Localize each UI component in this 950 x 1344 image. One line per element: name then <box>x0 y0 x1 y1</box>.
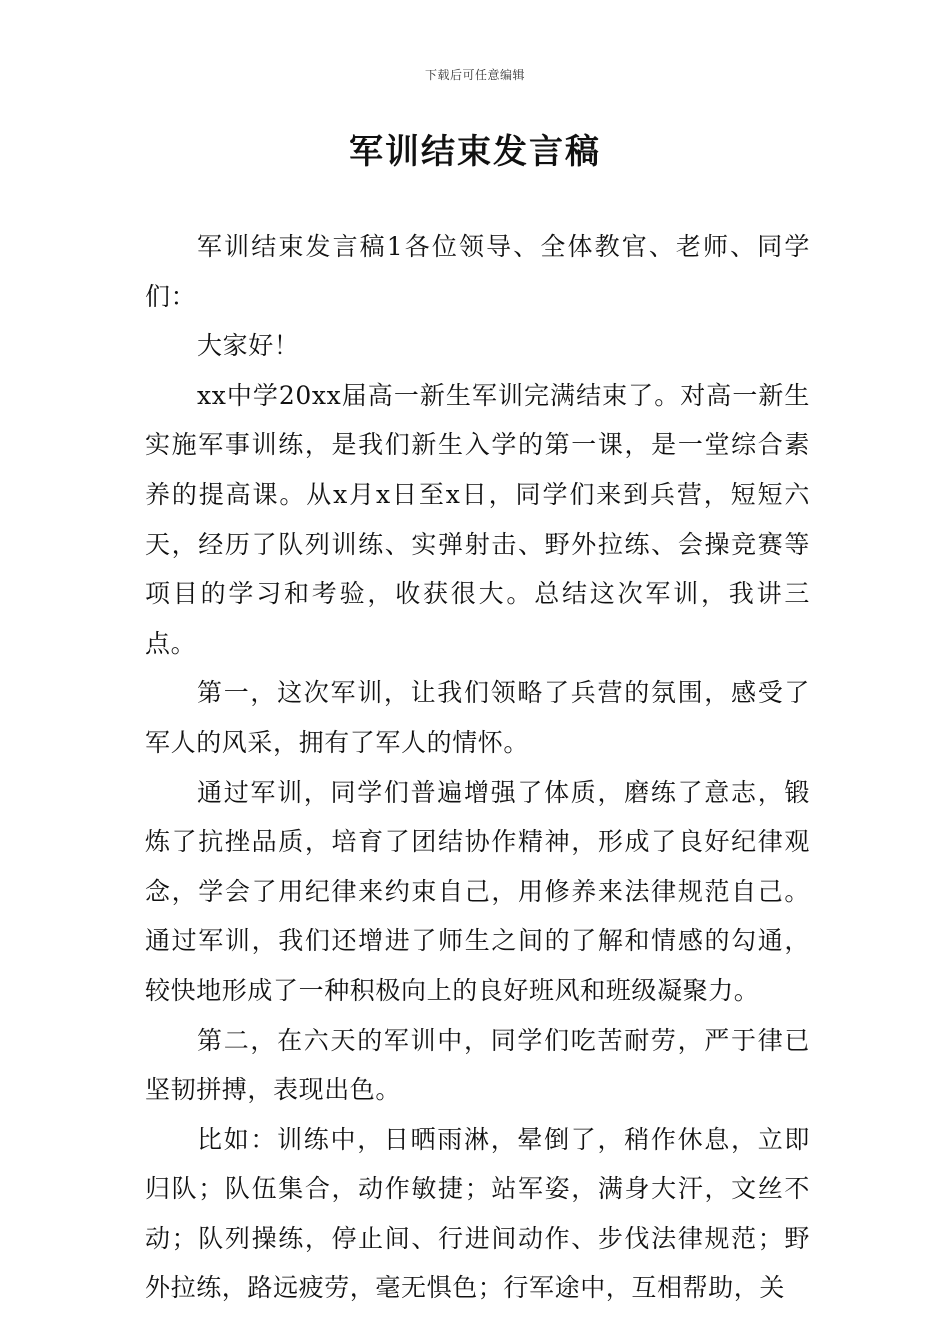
paragraph-training-benefits: 通过军训，同学们普遍增强了体质，磨练了意志，锻炼了抗挫品质，培育了团结协作精神，形成了良好纪律观念，学会了用纪律来约束自己，用修养来法律规范自己。通过军训，我们还增进了师生之间的了解和情感的勾通，较快地形成了一种积极向上的良好班风和班级凝聚力。 <box>145 777 810 1005</box>
paragraph-greeting: 军训结束发言稿1各位领导、全体教官、老师、同学们： <box>145 232 810 311</box>
paragraph-point-two: 第二，在六天的军训中，同学们吃苦耐劳，严于律已坚韧拼搏，表现出色。 <box>145 1025 810 1105</box>
paragraph-hello: 大家好！ <box>197 331 300 361</box>
paragraph-examples: 比如：训练中，日晒雨淋，晕倒了，稍作休息，立即归队；队伍集合，动作敏捷；站军姿，满身大汗，文丝不动；队列操练，停止间、行进间动作、步伐法律规范；野外拉练，路远疲劳，毫无惧色；行军途中，互相帮助，关 <box>145 1124 810 1303</box>
document-body <box>145 222 810 1313</box>
document-title: 军训结束发言稿 <box>349 132 601 172</box>
paragraph-point-one: 第一，这次军训，让我们领略了兵营的氛围，感受了军人的风采，拥有了军人的情怀。 <box>145 678 810 757</box>
paragraph-intro: xx中学20xx届高一新生军训完满结束了。对高一新生实施军事训练，是我们新生入学的第一课，是一堂综合素养的提高课。从x月x日至x日，同学们来到兵营，短短六天，经历了队列训练、实弹射击、野外拉练、会操竞赛等项目的学习和考验，收获很大。总结这次军训，我讲三点。 <box>145 380 810 658</box>
header-note: 下载后可任意编辑 <box>424 68 525 82</box>
